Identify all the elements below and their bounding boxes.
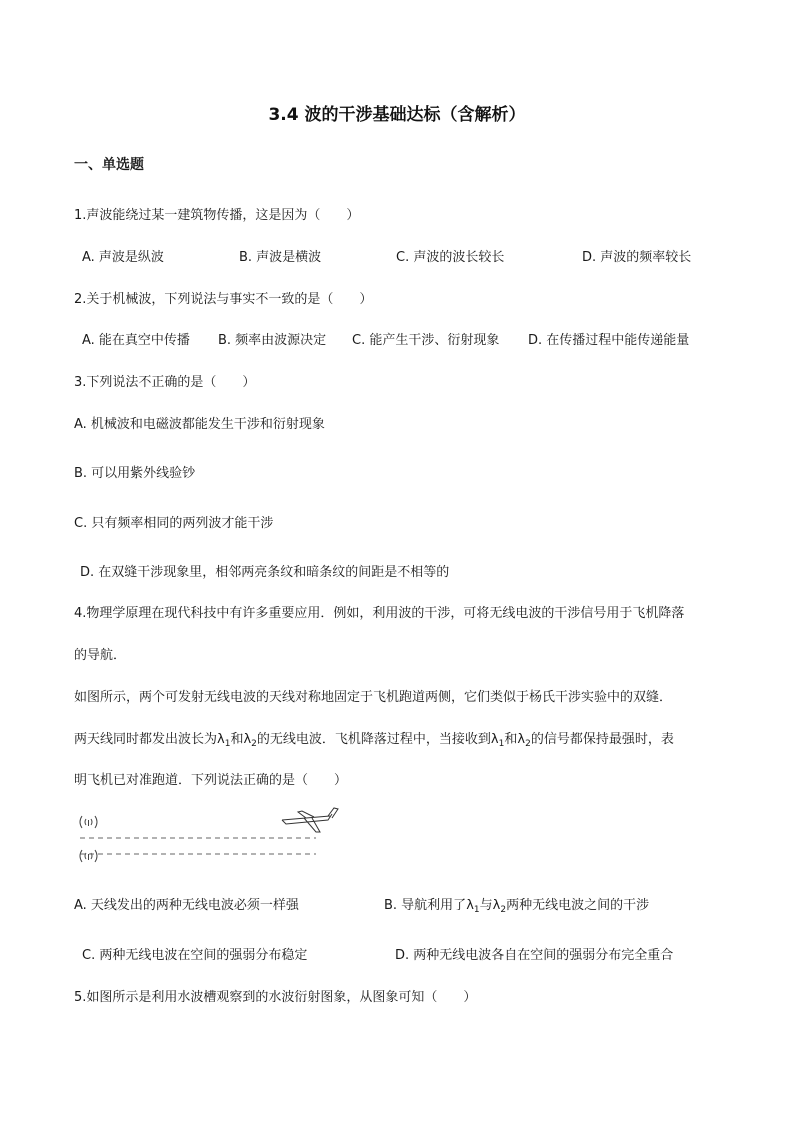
q3-option-b[interactable]: B. 可以用紫外线验钞: [74, 466, 196, 481]
q4-line4-part-b: 和: [230, 732, 244, 747]
q4-text-line1: 4.物理学原理在现代科技中有许多重要应用．例如，利用波的干涉，可将无线电波的干涉信号用于飞机降落: [74, 606, 685, 621]
q1-option-c[interactable]: C. 声波的波长较长: [396, 250, 505, 265]
q3-stem: 3.下列说法不正确的是（ ）: [74, 375, 256, 390]
lambda-1: $\lambda_1$: [217, 732, 231, 749]
q4-text-line5: 明飞机已对准跑道．下列说法正确的是（ ）: [74, 773, 348, 788]
q2-option-c[interactable]: C. 能产生干涉、衍射现象: [352, 333, 500, 348]
q3-option-a[interactable]: A. 机械波和电磁波都能发生干涉和衍射现象: [74, 417, 325, 432]
q4-text-line4: [74, 732, 674, 748]
q5-stem: 5.如图所示是利用水波槽观察到的水波衍射图象，从图象可知（ ）: [74, 990, 477, 1005]
q1-option-d[interactable]: D. 声波的频率较长: [582, 250, 692, 265]
q4-option-a[interactable]: A. 天线发出的两种无线电波必须一样强: [74, 898, 299, 913]
q2-option-b[interactable]: B. 频率由波源决定: [218, 333, 327, 348]
q4-option-c[interactable]: C. 两种无线电波在空间的强弱分布稳定: [82, 948, 308, 963]
q4-optb-part-c: 两种无线电波之间的干涉: [506, 898, 650, 913]
runway-antenna-diagram: [76, 806, 346, 870]
q4-option-d[interactable]: D. 两种无线电波各自在空间的强弱分布完全重合: [395, 948, 674, 963]
q1-option-a[interactable]: A. 声波是纵波: [82, 250, 164, 265]
q4-optb-part-b: 与: [479, 898, 493, 913]
lambda-1: $\lambda_1$: [466, 898, 480, 915]
q4-text-line2: 的导航．: [74, 648, 127, 663]
antenna-top-icon: [80, 816, 97, 828]
q4-optb-part-a: B. 导航利用了: [384, 898, 467, 913]
airplane-icon: [282, 808, 338, 832]
page-title: 3.4 波的干涉基础达标（含解析）: [268, 105, 526, 125]
q2-option-a[interactable]: A. 能在真空中传播: [82, 333, 190, 348]
q3-option-d[interactable]: D. 在双缝干涉现象里，相邻两亮条纹和暗条纹的间距是不相等的: [80, 565, 450, 580]
lambda-1: $\lambda_1$: [490, 732, 505, 749]
q1-stem: 1.声波能绕过某一建筑物传播，这是因为（ ）: [74, 208, 360, 223]
q4-line4-part-a: 两天线同时都发出波长为: [74, 732, 218, 747]
q4-text-line3: 如图所示，两个可发射无线电波的天线对称地固定于飞机跑道两侧，它们类似于杨氏干涉实验中的双缝．: [74, 690, 673, 705]
q2-option-d[interactable]: D. 在传播过程中能传递能量: [528, 333, 690, 348]
lambda-2: $\lambda_2$: [492, 898, 507, 915]
q4-option-b[interactable]: [384, 898, 649, 914]
q4-line4-part-d: 和: [504, 732, 518, 747]
antenna-bottom-icon: [80, 850, 97, 862]
lambda-2: $\lambda_2$: [243, 732, 257, 749]
q3-option-c[interactable]: C. 只有频率相同的两列波才能干涉: [74, 516, 274, 531]
q4-line4-part-c: 的无线电波．飞机降落过程中，当接收到: [256, 732, 491, 747]
lambda-2: $\lambda_2$: [517, 732, 531, 749]
section-heading: 一、单选题: [74, 157, 144, 173]
q4-line4-part-e: 的信号都保持最强时，表: [530, 732, 674, 747]
q2-stem: 2.关于机械波，下列说法与事实不一致的是（ ）: [74, 292, 373, 307]
q1-option-b[interactable]: B. 声波是横波: [239, 250, 322, 265]
